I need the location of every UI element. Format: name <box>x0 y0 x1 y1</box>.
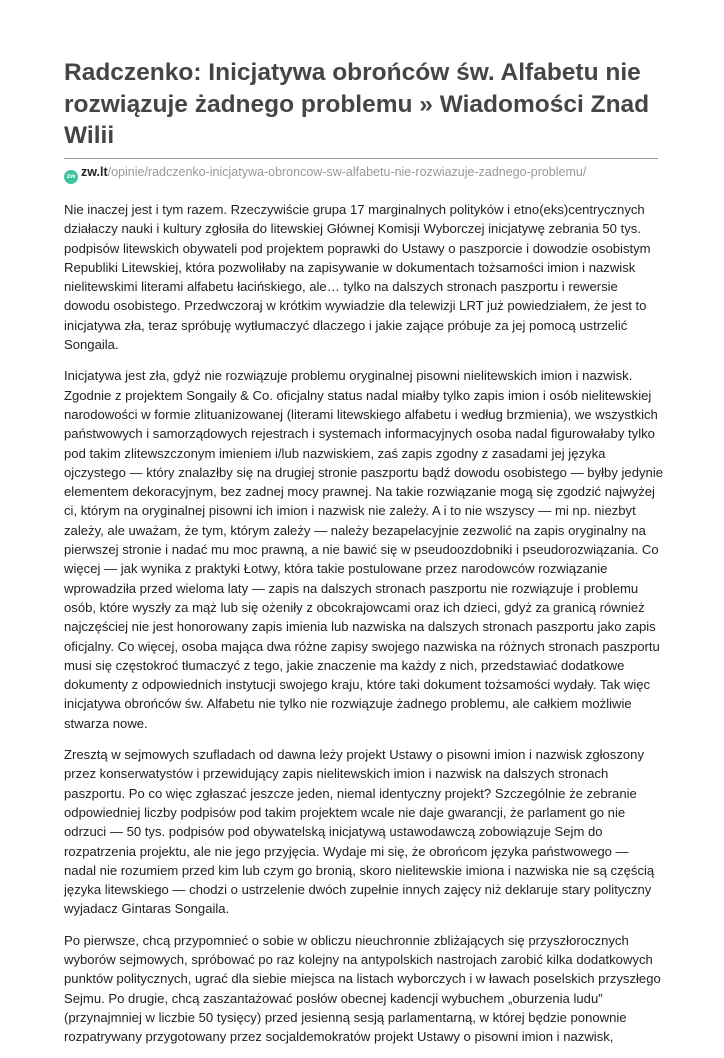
zw-logo-icon: zw <box>64 170 78 184</box>
article-body <box>64 200 664 1058</box>
article-paragraph: Inicjatywa jest zła, gdyż nie rozwiązuje problemu oryginalnej pisowni nielitewskich imion i nazwisk. Zgodnie z projektem Songaily & Co. oficjalny status nadal miałby tylko zapis imion i osób nielitewskiej narodowości w formie zlituanizowanej (literami litewskiego alfabetu i według brzmienia), we wszystkich państwowych i samorządowych rejestrach i systemach informacyjnych osoba nadal figurowałaby tylko pod takim zlitewszczonym imieniem i/lub nazwiskiem, zaś zapis zgodny z zasadami jej języka ojczystego — który znalazłby się na drugiej stronie paszportu bądź dowodu osobistego — byłby jedynie elementem dekoracyjnym, bez zadnej mocy prawnej. Na takie rozwiązanie mogą się zgodzić najwyżej ci, którym na oryginalnej pisowni ich imion i nazwisk nie zależy. A i to nie wszyscy — mi np. niezbyt zależy, ale uważam, że tym, którym zależy — należy bezapelacyjnie zezwolić na zapis oryginalny na pierwszej stronie i nadać mu moc prawną, a nie bawić się w pseudoozdobniki i pseudorozwiązania. Co więcej — jak wynika z praktyki Łotwy, która takie postulowane przez narodowców rozwiązanie wprowadziła przed wieloma laty — zapis na dalszych stronach paszportu nie rozwiązuje i problemu osób, które wyszły za mąż lub się ożeniły z obcokrajowcami oraz ich dzieci, gdyż za granicą również najczęściej nie jest honorowany zapis imienia lub nazwiska na dalszych stronach paszportu jako zapis oficjalny. Co więcej, osoba mająca dwa różne zapisy swojego nazwiska na różnych stronach paszportu musi się częstokroć tłumaczyć z tego, jakie znaczenie ma każdy z nich, przedstawiać dodatkowe dokumenty z odpowiednich instytucji swojego kraju, które taki dokument tożsamości wydały. Tak więc inicjatywa obrońców św. Alfabetu nie tylko nie rozwiązuje żadnego problemu, ale całkiem możliwie stwarza nowe. <box>64 368 664 731</box>
article-paragraph: Po pierwsze, chcą przypomnieć o sobie w obliczu nieuchronnie zbliżających się przyszłorocznych wyborów sejmowych, spróbować po raz kolejny na antypolskich nastrojach zarobić kilka dodatkowych punktów politycznych, ugrać dla siebie miejsca na listach wyborczych i w ławach poselskich przyszłego Sejmu. Po drugie, chcą zaszantażować posłów obecnej kadencji wybuchem „oburzenia ludu” (przynajmniej w liczbie 50 tysięcy) przed jesienną sesją parlamentarną, w której będzie ponownie rozpatrywany przygotowany przez socjaldemokratów projekt Ustawy o pisowni imion i nazwisk, <box>64 932 661 1045</box>
article-paragraph: Zresztą w sejmowych szufladach od dawna leży projekt Ustawy o pisowni imion i nazwisk zgłoszony przez konserwatystów i przewidujący zapis nielitewskich imion i nazwisk na dalszych stronach paszportu. Po co więc zgłaszać jeszcze jeden, niemal identyczny projekt? Szczególnie że zebranie odpowiedniej liczby podpisów pod takim projektem wcale nie daje gwarancji, że parlament go nie odrzuci — 50 tys. podpisów pod obywatelską inicjatywą ustawodawczą zobowiązuje Sejm do rozpatrzenia projektu, ale nie jego przyjęcia. Wydaje mi się, że obrońcom języka państwowego — nadal nie rozumiem przed kim lub czym go bronią, skoro nielitewskie imiona i nazwiska nie są częścią języka litewskiego — chodzi o ustrzelenie dwóch zupełnie innych zajęcy niż deklaruje stary polityczny wyjadacz Gintaras Songaila. <box>64 747 655 917</box>
title-divider <box>64 158 658 159</box>
article-paragraph: Nie inaczej jest i tym razem. Rzeczywiście grupa 17 marginalnych polityków i etno(eks)centrycznych działaczy nauki i kultury zgłosiła do litewskiej Głównej Komisji Wyborczej inicjatywę zebrania 50 tys. podpisów litewskich obywateli pod projektem poprawki do Ustawy o paszporcie i dowodzie osobistym Republiki Litewskiej, która pozwoliłaby na zapisywanie w dokumentach tożsamości imion i nazwisk nielitewskimi literami alfabetu łacińskiego, ale… tylko na dalszych stronach paszportu i rewersie dowodu osobistego. Przedwczoraj w krótkim wywiadzie dla telewizji LRT już powiedziałem, że jest to inicjatywa zła, teraz spróbuję wytłumaczyć dlaczego i jakie zające próbuje za jej pomocą ustrzelić Songaila. <box>64 202 651 353</box>
source-path[interactable]: /opinie/radczenko-inicjatywa-obroncow-sw-alfabetu-nie-rozwiazuje-zadnego-problemu/ <box>107 165 587 179</box>
page-title: Radczenko: Inicjatywa obrońców św. Alfabetu nie rozwiązuje żadnego problemu » Wiadomości Znad Wilii <box>64 59 650 149</box>
source-domain[interactable]: zw.lt <box>81 165 108 179</box>
source-url-line[interactable] <box>64 164 664 184</box>
